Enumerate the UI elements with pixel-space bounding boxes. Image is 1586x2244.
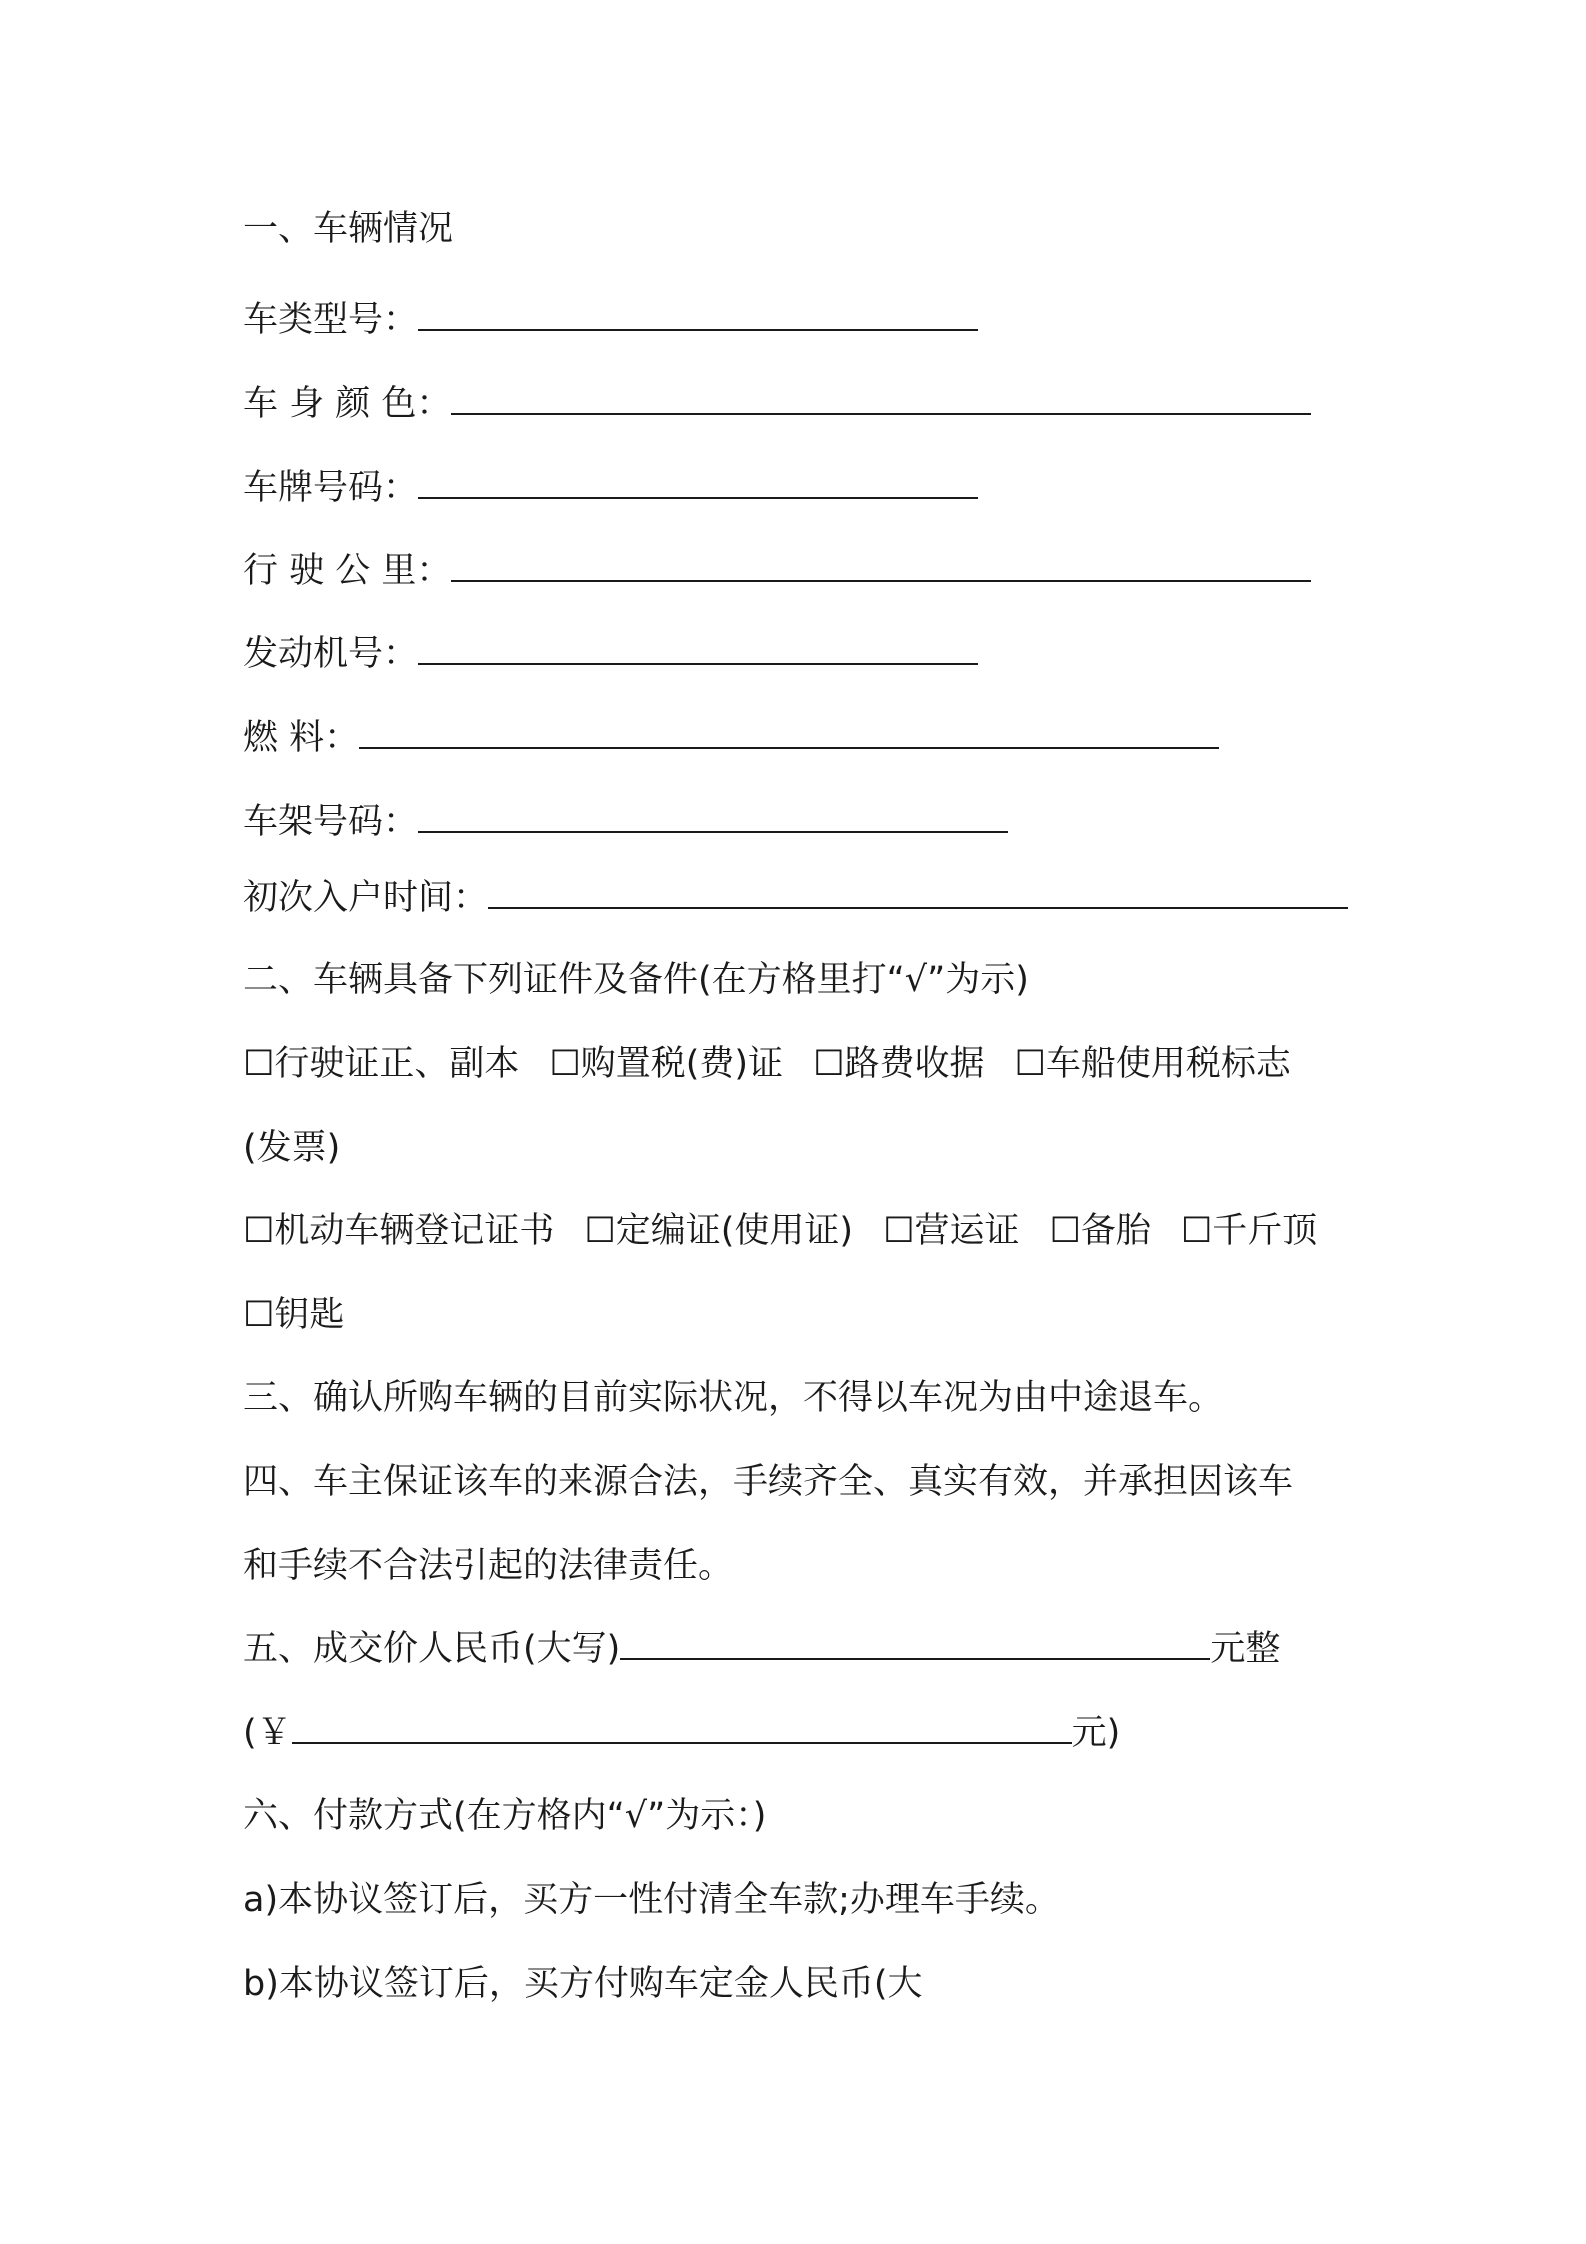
section-6-heading: 六、付款方式(在方格内“√”为示：) [243, 1796, 767, 1836]
payment-option-b: b)本协议签订后，买方付购车定金人民币(大 [243, 1964, 923, 2004]
checkbox-item[interactable]: ☐定编证(使用证) [584, 1211, 854, 1251]
checkbox-item[interactable]: ☐购置税(费)证 [549, 1044, 784, 1084]
section-5-yen-line [243, 1711, 1120, 1755]
price-prefix: 五、成交价人民币(大写) [243, 1629, 621, 1669]
field-body-color [243, 382, 1311, 426]
section-4-line-1: 四、车主保证该车的来源合法，手续齐全、真实有效，并承担因该车 [243, 1462, 1294, 1502]
documents-row-2 [243, 1209, 1317, 1253]
documents-row-1 [243, 1042, 1291, 1086]
checkbox-item[interactable]: ☐机动车辆登记证书 [243, 1211, 555, 1251]
yen-prefix: (￥ [243, 1713, 292, 1753]
field-mileage [243, 549, 1311, 593]
field-label: 燃 料： [243, 718, 360, 758]
price-suffix: 元整 [1210, 1629, 1281, 1669]
fill-in-blank[interactable] [418, 301, 978, 331]
section-5-price-line [243, 1627, 1280, 1671]
documents-row-1-continued: (发票) [243, 1128, 341, 1168]
field-label: 车 身 颜 色： [243, 384, 452, 424]
fill-in-blank[interactable] [451, 385, 1311, 415]
documents-row-3 [243, 1293, 344, 1337]
fill-in-blank[interactable] [418, 469, 978, 499]
payment-option-a: a)本协议签订后，买方一性付清全车款;办理车手续。 [243, 1880, 1060, 1920]
fill-in-blank[interactable] [418, 635, 978, 665]
checkbox-item[interactable]: ☐千斤顶 [1180, 1211, 1318, 1251]
field-vehicle-model [243, 298, 978, 342]
price-in-words-blank[interactable] [620, 1630, 1210, 1660]
section-4-line-2: 和手续不合法引起的法律责任。 [243, 1546, 734, 1586]
checkbox-item[interactable]: ☐备胎 [1049, 1211, 1151, 1251]
checkbox-item[interactable]: ☐钥匙 [243, 1295, 345, 1335]
field-label: 车架号码： [243, 802, 419, 842]
field-label: 车牌号码： [243, 468, 419, 508]
checkbox-item[interactable]: ☐路费收据 [813, 1044, 985, 1084]
price-in-figures-blank[interactable] [292, 1714, 1072, 1744]
field-fuel [243, 716, 1219, 760]
field-label: 行 驶 公 里： [243, 551, 452, 591]
field-engine-number [243, 632, 978, 676]
fill-in-blank[interactable] [451, 552, 1311, 582]
field-plate-number [243, 466, 978, 510]
fill-in-blank[interactable] [418, 803, 1008, 833]
checkbox-item[interactable]: ☐车船使用税标志 [1014, 1044, 1291, 1084]
section-2-heading: 二、车辆具备下列证件及备件(在方格里打“√”为示) [243, 960, 1029, 1000]
field-frame-number [243, 800, 1008, 844]
field-first-registration-date [243, 876, 1348, 920]
fill-in-blank[interactable] [488, 879, 1348, 909]
field-label: 发动机号： [243, 634, 419, 674]
yen-suffix: 元) [1071, 1713, 1121, 1753]
section-3-text: 三、确认所购车辆的目前实际状况，不得以车况为由中途退车。 [243, 1378, 1224, 1418]
field-label: 初次入户时间： [243, 878, 489, 918]
checkbox-item[interactable]: ☐营运证 [883, 1211, 1020, 1251]
field-label: 车类型号： [243, 300, 419, 340]
checkbox-item[interactable]: ☐行驶证正、副本 [243, 1044, 520, 1084]
section-1-heading: 一、车辆情况 [243, 209, 454, 249]
fill-in-blank[interactable] [359, 719, 1219, 749]
